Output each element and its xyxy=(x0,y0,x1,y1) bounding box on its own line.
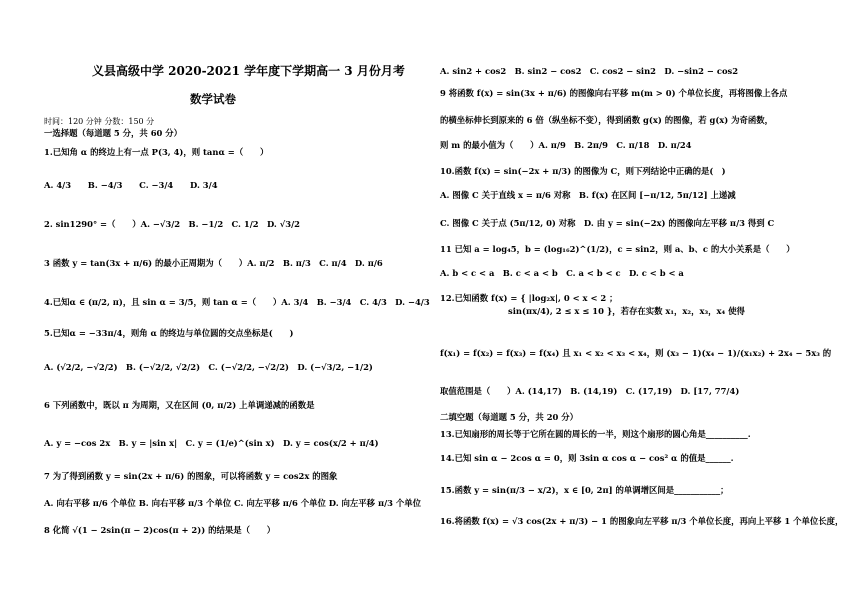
question-1-options: A. 4/3 B. −4/3 C. −3/4 D. 3/4 xyxy=(44,180,218,190)
question-5-options: A. (√2/2, −√2/2) B. (−√2/2, √2/2) C. (−√2/2, −√2/2) D. (−√3/2, −1/2) xyxy=(44,362,373,372)
question-9-line-2: 的横坐标伸长到原来的 6 倍（纵坐标不变），得到函数 g(x) 的图像，若 g(x) 为奇函数， xyxy=(440,115,774,125)
question-8-options: A. sin2 + cos2 B. sin2 − cos2 C. cos2 − sin2 D. −sin2 − cos2 xyxy=(440,66,739,76)
question-7: 7 为了得到函数 y = sin(2x + π/6) 的图象，可以将函数 y = cos2x 的图象 xyxy=(44,471,338,481)
question-9-line-3: 则 m 的最小值为（ ）A. π/9 B. 2π/9 C. π/18 D. π/24 xyxy=(440,140,692,150)
question-3: 3 函数 y = tan(3x + π/6) 的最小正周期为（ ）A. π/2 B. π/3 C. π/4 D. π/6 xyxy=(44,258,383,268)
section-fill-heading: 二填空题（每道题 5 分，共 20 分） xyxy=(440,412,579,422)
question-12-line-3: 取值范围是（ ）A. (14,17) B. (14,19) C. (17,19) D. [17, 77/4) xyxy=(440,386,740,396)
question-10: 10.函数 f(x) = sin(−2x + π/3) 的图像为 C，则下列结论中正确的是( ) xyxy=(440,166,726,176)
question-12-line-2: f(x₁) = f(x₂) = f(x₃) = f(x₄) 且 x₁ < x₂ < x₃ < x₄，则 (x₃ − 1)(x₄ − 1)/(x₁x₂) + 2x₄ − 5x₃ 的 xyxy=(440,348,832,358)
question-15: 15.函数 y = sin(π/3 − x/2)，x ∈ [0, 2π] 的单调增区间是___________； xyxy=(440,485,729,495)
question-1: 1.已知角 α 的终边上有一点 P(3, 4)，则 tanα =（ ） xyxy=(44,147,269,157)
question-8: 8 化简 √(1 − 2sin(π − 2)cos(π + 2)) 的结果是（ ） xyxy=(44,525,276,535)
question-10-options-ab: A. 图像 C 关于直线 x = π/6 对称 B. f(x) 在区间 [−π/12, 5π/12] 上递减 xyxy=(440,190,736,200)
question-16: 16.将函数 f(x) = √3 cos(2x + π/3) − 1 的图象向左平移 π/3 个单位长度，再向上平移 1 个单位长度， xyxy=(440,516,844,526)
question-5: 5.已知α = −33π/4，则角 α 的终边与单位圆的交点坐标是( ) xyxy=(44,328,294,338)
page-title: 义县高级中学 2020-2021 学年度下学期高一 3 月份月考 xyxy=(92,64,405,78)
question-14: 14.已知 sin α − 2cos α = 0，则 3sin α cos α − cos² α 的值是______. xyxy=(440,453,734,463)
question-13: 13.已知扇形的周长等于它所在圆的周长的一半，则这个扇形的圆心角是__________. xyxy=(440,429,751,439)
question-6-options: A. y = −cos 2x B. y = |sin x| C. y = (1/e)^(sin x) D. y = cos(x/2 + π/4) xyxy=(44,438,379,448)
question-12-line-1: 12.已知函数 f(x) = { |log₂x|, 0 < x < 2 ； xyxy=(440,293,618,303)
question-11-options: A. b < c < a B. c < a < b C. a < b < c D. c < b < a xyxy=(440,268,684,278)
question-10-options-cd: C. 图像 C 关于点 (5π/12, 0) 对称 D. 由 y = sin(−2x) 的图像向左平移 π/3 得到 C xyxy=(440,218,775,228)
section-choice-heading: 一选择题（每道题 5 分，共 60 分） xyxy=(44,128,183,138)
question-9-line-1: 9 将函数 f(x) = sin(3x + π/6) 的图像向右平移 m(m > 0) 个单位长度，再将图像上各点 xyxy=(440,88,788,98)
exam-meta: 时间：120 分钟 分数：150 分 xyxy=(44,117,155,126)
question-6: 6 下列函数中，既以 π 为周期，又在区间 (0, π/2) 上单调递减的函数是 xyxy=(44,400,315,410)
question-4: 4.已知α ∈ (π/2, π)，且 sin α = 3/5，则 tan α =（ ）A. 3/4 B. −3/4 C. 4/3 D. −4/3 xyxy=(44,297,430,307)
page-subtitle: 数学试卷 xyxy=(190,92,236,106)
question-2: 2. sin1290° =（ ）A. −√3/2 B. −1/2 C. 1/2 D. √3/2 xyxy=(44,219,300,229)
question-11: 11 已知 a = log₄5，b = (log₁₆2)^(1/2)，c = sin2，则 a、b、c 的大小关系是（ ） xyxy=(440,244,795,254)
question-12-line-1b: sin(πx/4), 2 ≤ x ≤ 10 }，若存在实数 x₁，x₂，x₃，x₄ 使得 xyxy=(508,306,745,316)
question-7-options: A. 向右平移 π/6 个单位 B. 向右平移 π/3 个单位 C. 向左平移 π/6 个单位 D. 向左平移 π/3 个单位 xyxy=(44,498,422,508)
